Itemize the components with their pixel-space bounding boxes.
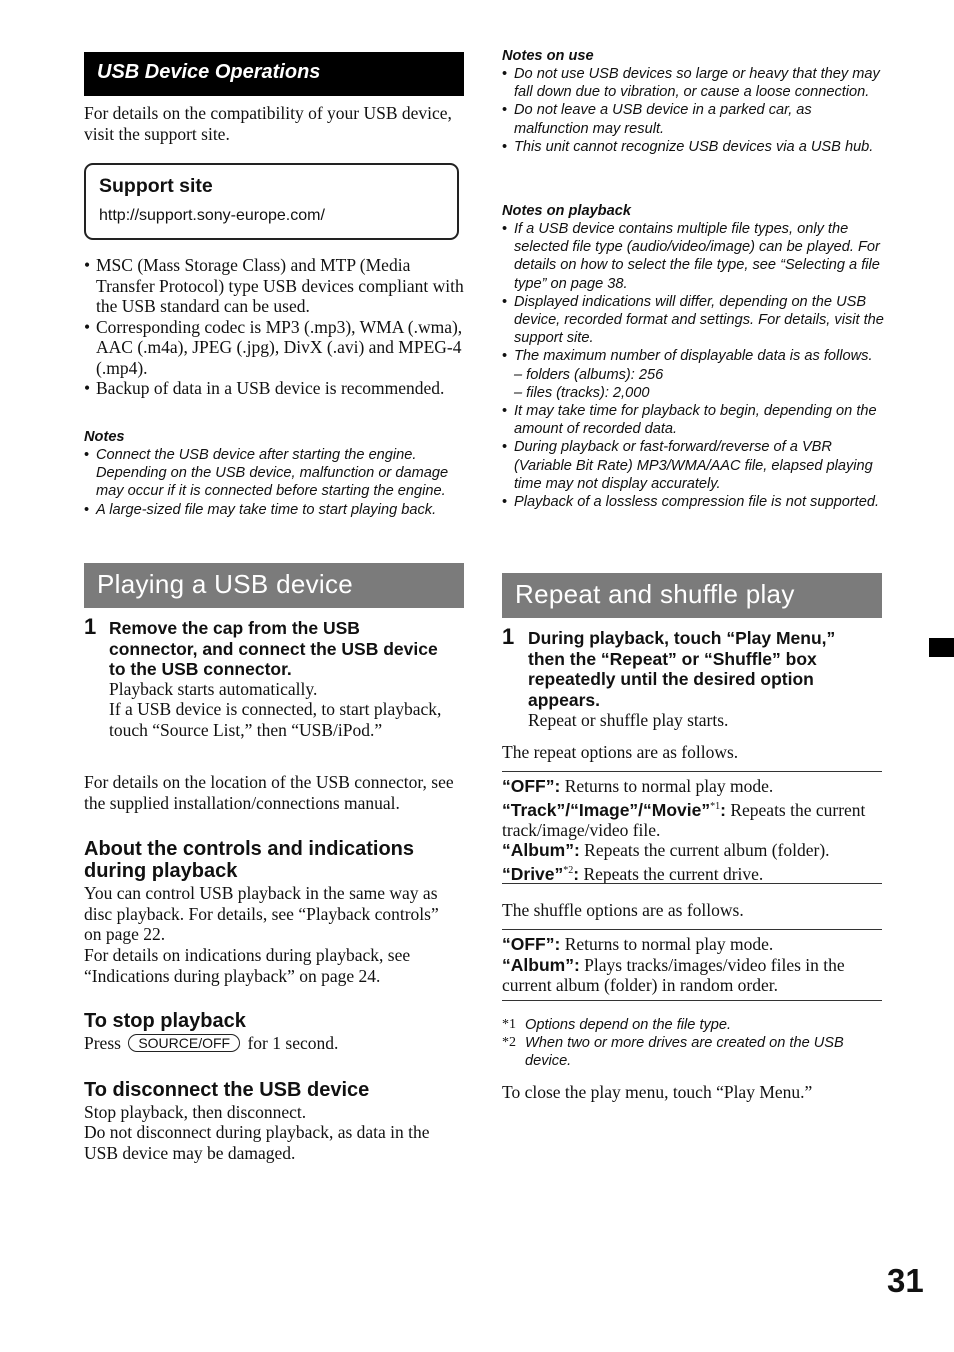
shuffle-option-off: “OFF”: Returns to normal play mode. [502,934,774,954]
connector-location-para: For details on the location of the USB connector, see the supplied installation/connections manual. [84,772,454,813]
step-detail: Repeat or shuffle play starts. [528,710,729,730]
list-item: • During playback or fast-forward/reverse of a VBR (Variable Bit Rate) MP3/WMA/AAC file, elapsed playing time may not display accurately. [502,438,884,493]
list-item: • Corresponding codec is MP3 (.mp3), WMA (.wma), AAC (.m4a), JPEG (.jpg), DivX (.avi) and MPEG-4 (.mp4). [84,317,464,379]
stop-instruction: Press SOURCE/OFF for 1 second. [84,1033,339,1053]
list-item: • A large-sized file may take time to start playing back. [84,501,468,519]
usb-operations-intro: For details on the compatibility of your USB device, visit the support site. [84,103,452,144]
step-instruction: During playback, touch “Play Menu,” then the “Repeat” or “Shuffle” box repeatedly until the desired option appears. [528,628,836,710]
usb-compat-bullets [84,255,464,399]
shuffle-options [502,934,882,996]
repeat-option-drive: “Drive”$^{*2}$: Repeats the current drive. [502,863,764,884]
divider [502,883,882,884]
repeat-option-track: “Track”/“Image”/“Movie”$^{*1}$: Repeats the current track/image/video file. [502,799,866,840]
divider [502,929,882,930]
list-item: • Do not leave a USB device in a parked car, as malfunction may result. [502,101,884,137]
shuffle-option-album: “Album”: Plays tracks/images/video files in the current album (folder) in random order. [502,954,845,995]
disconnect-text-2: Do not disconnect during playback, as data in the USB device may be damaged. [84,1122,430,1163]
step-instruction: Remove the cap from the USB connector, and connect the USB device to the USB connector. [109,618,438,680]
step-detail-1: Playback starts automatically. [109,679,318,699]
footnote-2: *2 When two or more drives are created on the USB device. [502,1035,844,1070]
support-site-url[interactable]: http://support.sony-europe.com/ [99,207,325,224]
disconnect-text-1: Stop playback, then disconnect. [84,1102,307,1122]
notes-on-use-list [502,65,884,156]
step-detail-2: If a USB device is connected, to start playback, touch “Source List,” then “USB/iPod.” [109,699,442,740]
step-number: 1 [502,624,515,649]
playing-usb-heading: Playing a USB device [84,563,464,608]
repeat-shuffle-heading: Repeat and shuffle play [502,573,882,618]
repeat-option-off: “OFF”: Returns to normal play mode. [502,776,774,796]
usb-operations-heading: USB Device Operations [84,52,464,96]
list-item: • MSC (Mass Storage Class) and MTP (Media Transfer Protocol) type USB devices compliant with the USB standard can be used. [84,255,464,317]
list-item: • This unit cannot recognize USB devices via a USB hub. [502,138,884,156]
step-number: 1 [84,614,97,639]
source-off-button[interactable]: SOURCE/OFF [128,1034,240,1052]
support-site-title: Support site [99,175,213,197]
support-site-box [84,163,459,240]
shuffle-intro: The shuffle options are as follows. [502,900,744,920]
page-number: 31 [887,1262,924,1299]
divider [502,1000,882,1001]
list-item: • It may take time for playback to begin, depending on the amount of recorded data. [502,402,884,438]
list-item: • Backup of data in a USB device is recommended. [84,378,464,399]
list-item: • If a USB device contains multiple file types, only the selected file type (audio/video/image) can be played. For details on how to select the file type, see “Selecting a file type” on page 38. [502,220,884,293]
divider [502,771,882,772]
controls-heading: About the controls and indications during playback [84,838,414,882]
section-tab [929,638,954,657]
repeat-option-album: “Album”: Repeats the current album (folder). [502,840,830,861]
list-item: • The maximum number of displayable data is as follows. – folders (albums): 256 – files (tracks): 2,000 [502,347,884,402]
repeat-intro: The repeat options are as follows. [502,742,739,762]
usb-notes-list [84,446,468,519]
controls-text-2: For details on indications during playback, see “Indications during playback” on page 24. [84,945,411,986]
disconnect-heading: To disconnect the USB device [84,1079,370,1101]
list-item: • Do not use USB devices so large or heavy that they may fall down due to vibration, or cause a loose connection. [502,65,884,101]
repeat-options [502,776,882,884]
limit-folders: – folders (albums): 256 [514,366,664,383]
footnote-1: *1 Options depend on the file type. [502,1017,732,1033]
controls-text-1: You can control USB playback in the same way as disc playback. For details, see “Playback controls” on page 22. [84,883,439,944]
list-item: • Connect the USB device after starting the engine. Depending on the USB device, malfunction or damage may occur if it is connected before starting the engine. [84,446,468,501]
close-menu-text: To close the play menu, touch “Play Menu.” [502,1082,813,1102]
list-item: • Playback of a lossless compression file is not supported. [502,493,884,511]
notes-on-playback-heading: Notes on playback [502,203,631,219]
stop-heading: To stop playback [84,1010,246,1032]
notes-on-playback-list [502,220,884,511]
list-item: • Displayed indications will differ, depending on the USB device, recorded format and settings. For details, visit the support site. [502,293,884,348]
limit-files: – files (tracks): 2,000 [514,384,650,401]
notes-heading: Notes [84,429,125,445]
notes-on-use-heading: Notes on use [502,48,594,64]
